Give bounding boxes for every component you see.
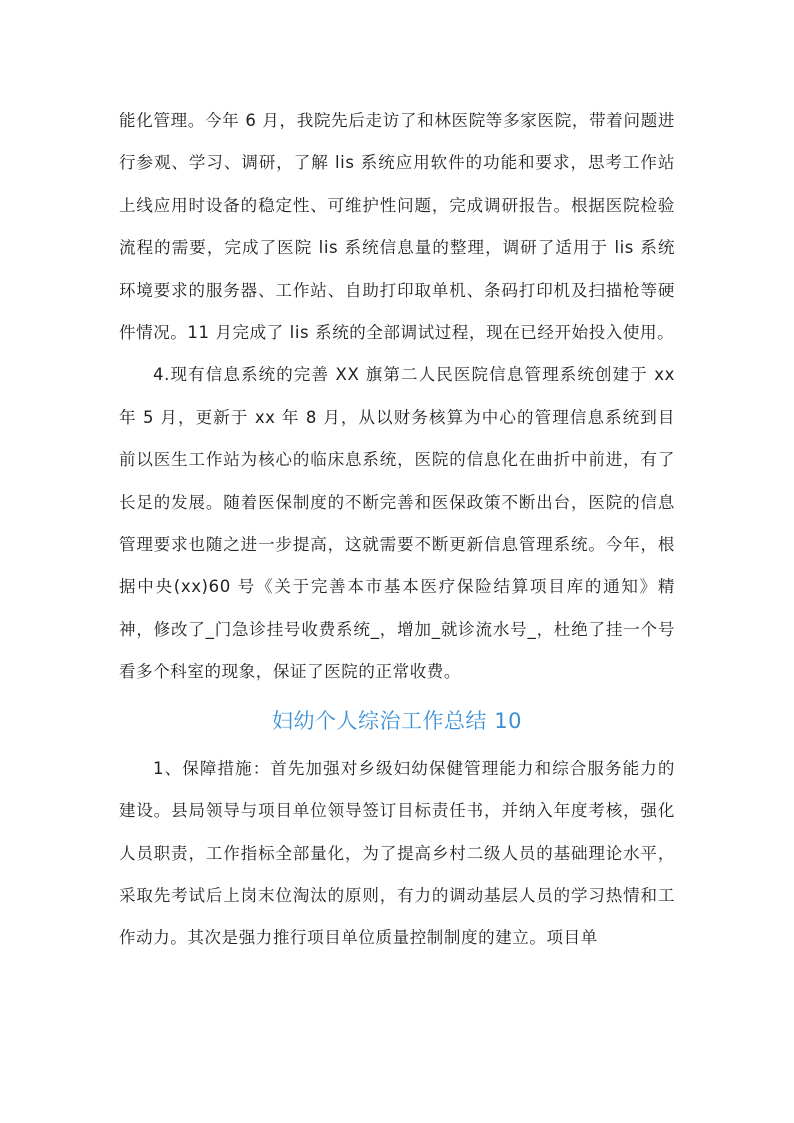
paragraph-safeguard-measures: 1、保障措施：首先加强对乡级妇幼保健管理能力和综合服务能力的建设。县局领导与项目单位领导签订目标责任书，并纳入年度考核，强化人员职责，工作指标全部量化，为了提高乡村二级人员的基础理论水平，采取先考试后上岗末位淘汰的原则，有力的调动基层人员的学习热情和工作动力。其次是强力推行项目单位质量控制制度的建立。项目单 <box>119 758 675 948</box>
section-title: 妇幼个人综治工作总结 10 <box>272 708 522 733</box>
paragraph-information-system: 4.现有信息系统的完善 XX 旗第二人民医院信息管理系统创建于 xx 年 5 月，更新于 xx 年 8 月，从以财务核算为中心的管理信息系统到目前以医生工作站为核心的临床息系统，医院的信息化在曲折中前进，有了长足的发展。随着医保制度的不断完善和医保政策不断出台，医院的信息管理要求也随之进一步提高，这就需要不断更新信息管理系统。今年，根据中央(xx)60 号《关于完善本市基本医疗保险结算项目库的通知》精神，修改了_门急诊挂号收费系统_，增加_就诊流水号_，杜绝了挂一个号看多个科室的现象，保证了医院的正常收费。 <box>119 365 675 682</box>
document-body <box>119 100 675 960</box>
paragraph-lis-system: 能化管理。今年 6 月，我院先后走访了和林医院等多家医院，带着问题进行参观、学习、调研，了解 lis 系统应用软件的功能和要求，思考工作站上线应用时设备的稳定性、可维护性问题，完成调研报告。根据医院检验流程的需要，完成了医院 lis 系统信息量的整理，调研了适用于 lis 系统环境要求的服务器、工作站、自助打印取单机、条码打印机及扫描枪等硬件情况。11 月完成了 lis 系统的全部调试过程，现在已经开始投入使用。 <box>119 111 675 343</box>
